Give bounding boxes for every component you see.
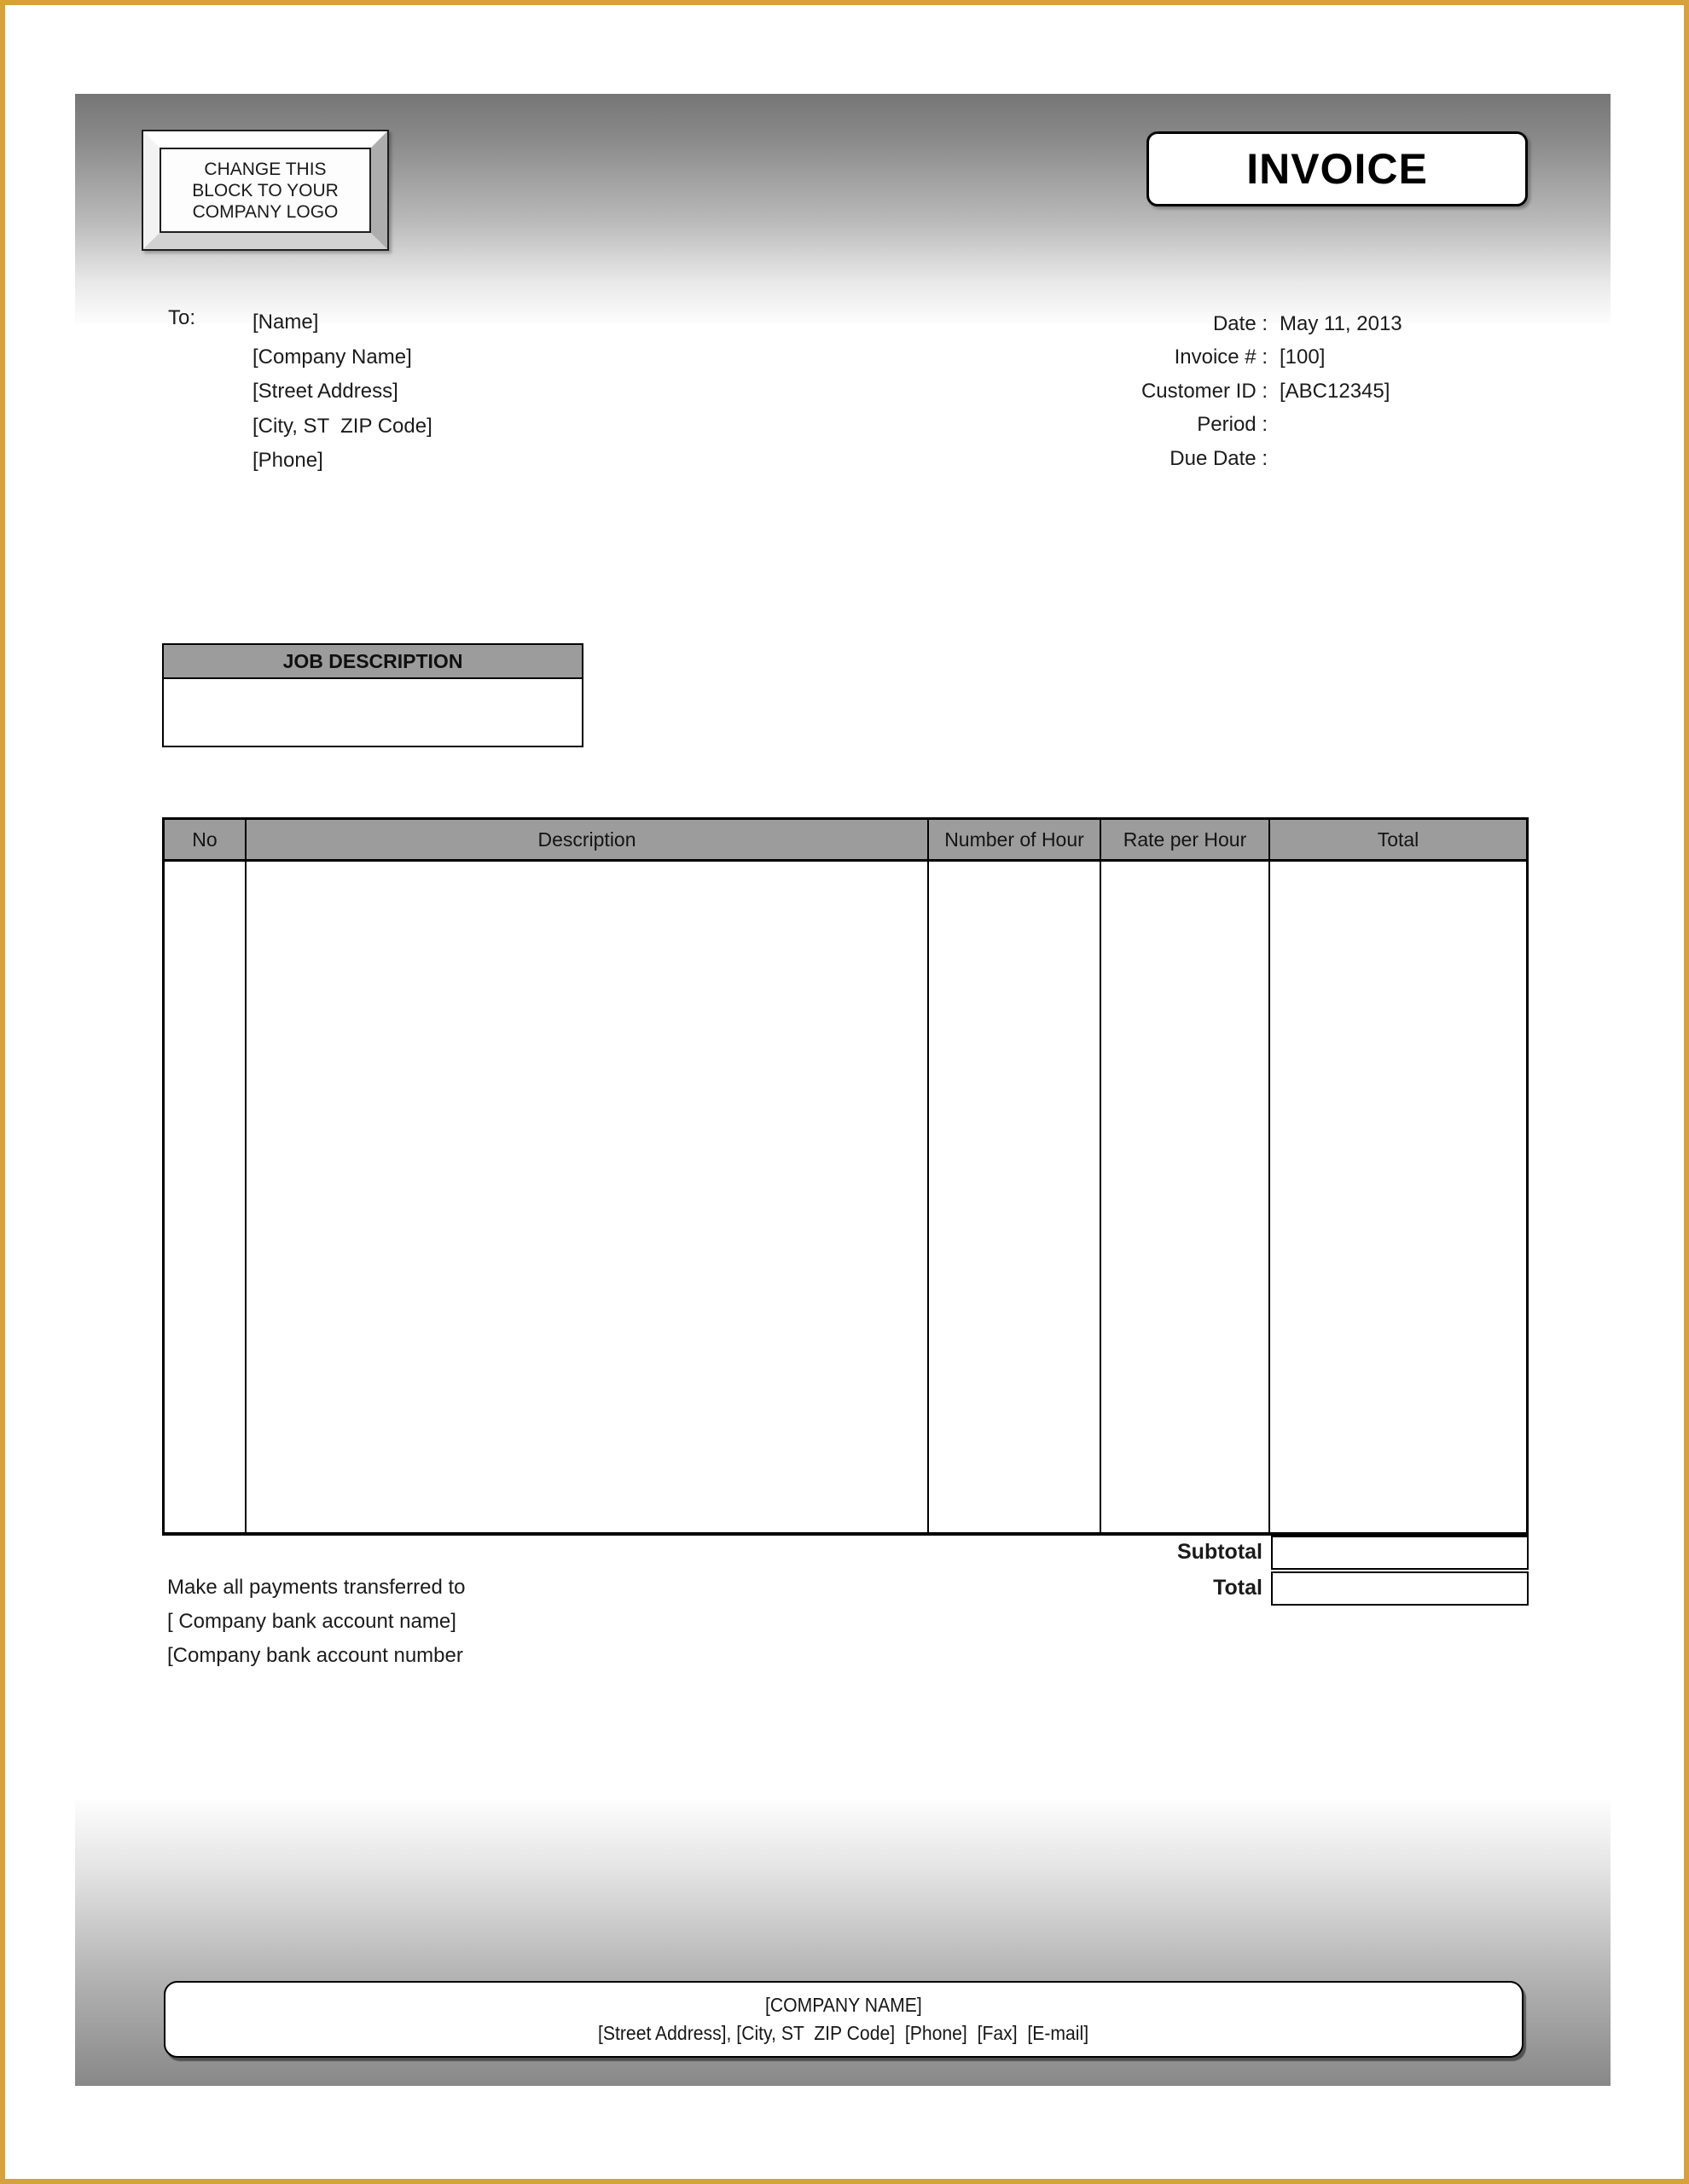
company-logo-placeholder[interactable] bbox=[142, 130, 389, 251]
items-cell-no[interactable] bbox=[165, 862, 247, 1532]
payment-bank-account-name-field[interactable]: [ Company bank account name] bbox=[167, 1610, 456, 1633]
payment-note-line-1: Make all payments transferred to bbox=[167, 1576, 466, 1599]
date-label: Date : bbox=[1212, 312, 1268, 335]
customer-id-value[interactable]: [ABC12345] bbox=[1280, 379, 1390, 403]
table-header-row bbox=[162, 817, 1529, 862]
logo-bevel-frame bbox=[143, 131, 387, 249]
bill-to-street-field[interactable]: [Street Address] bbox=[252, 380, 398, 404]
column-header-total: Total bbox=[1377, 828, 1419, 851]
meta-row-date bbox=[981, 307, 1402, 340]
logo-line-3: COMPANY LOGO bbox=[192, 201, 339, 222]
footer-company-name[interactable]: [COMPANY NAME] bbox=[765, 1994, 922, 2016]
meta-row-due-date bbox=[981, 442, 1402, 475]
invoice-number-label: Invoice # : bbox=[1174, 346, 1268, 369]
bill-to-phone-field[interactable]: [Phone] bbox=[252, 449, 323, 473]
bill-to-city-field[interactable]: [City, ST ZIP Code] bbox=[252, 414, 432, 438]
payment-bank-account-number-field[interactable]: [Company bank account number bbox=[167, 1644, 463, 1667]
table-body-row bbox=[162, 862, 1529, 1536]
subtotal-value-box[interactable] bbox=[1271, 1536, 1529, 1570]
bill-to-name-field[interactable]: [Name] bbox=[252, 311, 319, 334]
invoice-title: INVOICE bbox=[1246, 145, 1428, 193]
total-label: Total bbox=[1213, 1576, 1262, 1600]
date-value[interactable]: May 11, 2013 bbox=[1280, 312, 1402, 335]
due-date-label: Due Date : bbox=[1170, 446, 1268, 470]
invoice-title-box bbox=[1146, 131, 1528, 206]
column-header-rate-per-hour: Rate per Hour bbox=[1101, 820, 1270, 859]
customer-id-label: Customer ID : bbox=[1141, 379, 1268, 403]
logo-placeholder-text bbox=[160, 148, 371, 233]
items-cell-rate-per-hour[interactable] bbox=[1101, 862, 1270, 1532]
meta-row-invoice-number bbox=[981, 340, 1402, 374]
meta-row-period bbox=[981, 408, 1402, 441]
column-header-description: Description bbox=[247, 820, 929, 859]
logo-line-2: BLOCK TO YOUR bbox=[192, 180, 339, 200]
column-header-number-of-hour: Number of Hour bbox=[929, 820, 1101, 859]
period-value[interactable] bbox=[1268, 408, 1280, 441]
job-description-box bbox=[162, 643, 583, 747]
footer-company-box bbox=[164, 1981, 1524, 2058]
items-cell-total[interactable] bbox=[1270, 862, 1526, 1532]
period-label: Period : bbox=[1197, 413, 1268, 437]
total-value-box[interactable] bbox=[1271, 1571, 1529, 1606]
invoice-number-value[interactable]: [100] bbox=[1280, 346, 1326, 369]
logo-line-1: CHANGE THIS bbox=[204, 159, 327, 179]
meta-row-customer-id bbox=[981, 375, 1402, 408]
items-cell-number-of-hour[interactable] bbox=[929, 862, 1101, 1532]
column-header-no: No bbox=[165, 820, 247, 859]
invoice-meta-block bbox=[981, 307, 1402, 475]
job-description-input-area[interactable] bbox=[164, 679, 582, 746]
due-date-value[interactable] bbox=[1268, 442, 1280, 475]
footer-contact-line[interactable]: [Street Address], [City, ST ZIP Code] [Phone] [Fax] [E-mail] bbox=[598, 2022, 1089, 2044]
bill-to-address-block bbox=[252, 305, 432, 479]
items-cell-description[interactable] bbox=[247, 862, 929, 1532]
job-description-header: JOB DESCRIPTION bbox=[164, 645, 582, 679]
line-items-table bbox=[162, 817, 1529, 1536]
payment-note-block bbox=[167, 1571, 466, 1673]
bill-to-label: To: bbox=[168, 306, 196, 329]
bill-to-company-field[interactable]: [Company Name] bbox=[252, 345, 412, 369]
subtotal-label: Subtotal bbox=[1177, 1540, 1262, 1564]
